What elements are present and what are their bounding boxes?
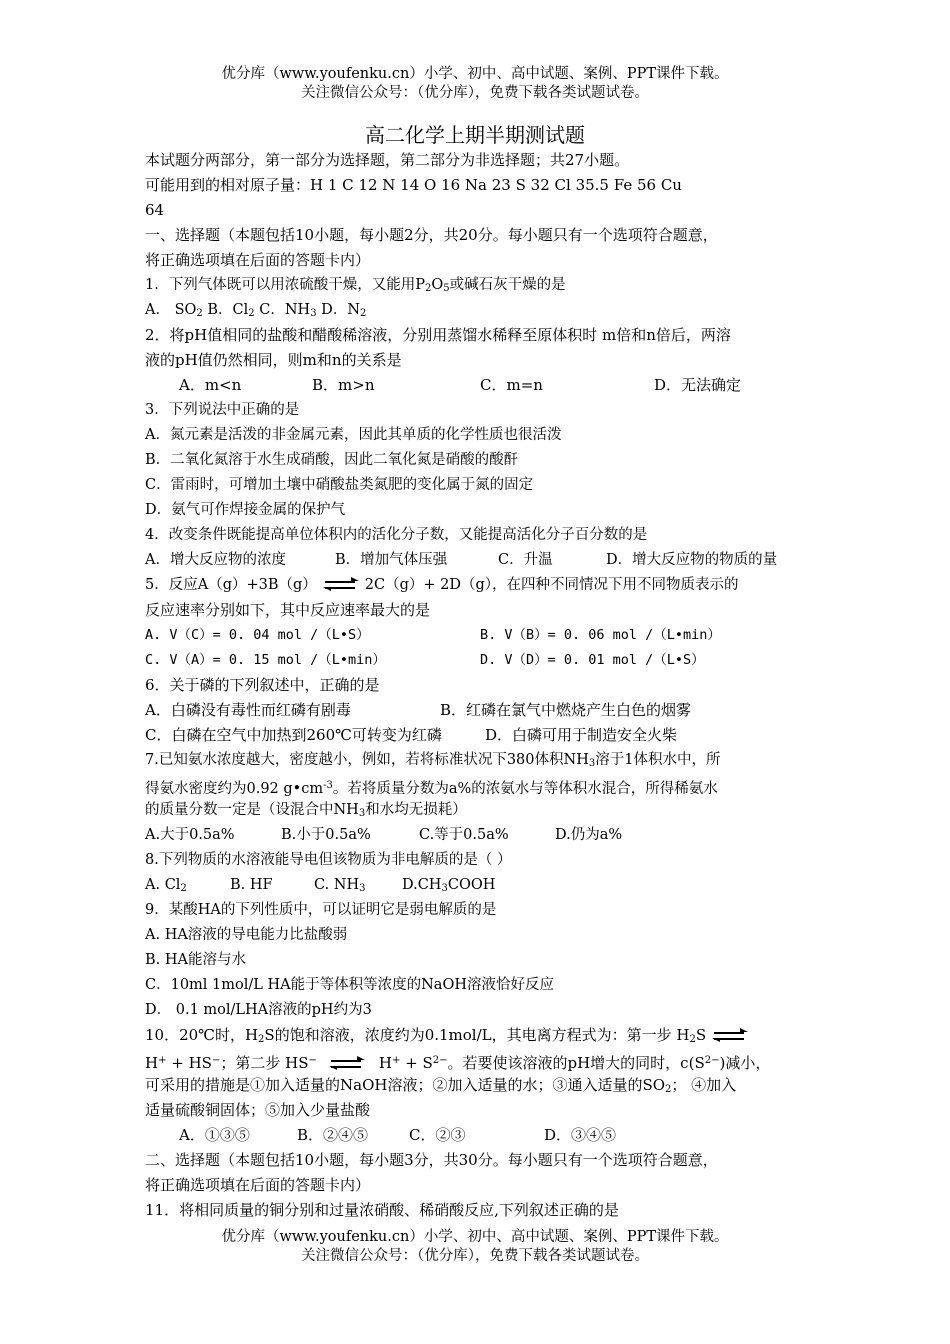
q10-option-a: A．①③⑤ — [179, 1126, 250, 1144]
q10-stem-part: S的饱和溶液，浓度约为0.1mol/L，其电离方程式为：第一步 H — [264, 1026, 690, 1044]
q1-stem-part: 1．下列气体既可以用浓硫酸干燥，又能用P — [145, 277, 425, 293]
q8-option-a — [145, 873, 230, 901]
q10-stem — [145, 1023, 810, 1048]
superscript: − — [211, 1055, 221, 1066]
subscript: 2 — [665, 1084, 672, 1095]
q10-stem-cont — [145, 1048, 810, 1073]
q8-options — [145, 873, 810, 898]
q10-stem-part: 可采用的措施是①加入适量的NaOH溶液；②加入适量的水；③通入适量的SO — [145, 1076, 666, 1094]
q1-option-b: B．Cl — [202, 302, 249, 318]
q7-option-c: C.等于0.5a% — [419, 827, 509, 843]
q8-option-c-text: C. NH — [314, 877, 360, 893]
q7-stem-part: 的质量分数一定是（设混合中NH — [145, 802, 359, 818]
section1-heading: 一、选择题（本题包括10小题，每小题2分，共20分。每小题只有一个选项符合题意， — [145, 226, 718, 244]
q7-stem-part: 得氨水密度约为0.92 g•cm — [145, 781, 324, 797]
q6-option-c: C．白磷在空气中加热到260℃可转变为红磷 — [145, 726, 442, 744]
q5-option-c: C. V（A）= 0. 15 mol /（L•min） — [145, 652, 386, 668]
q2-stem-cont: 液的pH值仍然相同，则m和n的关系是 — [145, 351, 402, 369]
q4-option-b: B．增加气体压强 — [335, 552, 448, 568]
header-line-2: 关注微信公众号：（优分库），免费下载各类试题试卷。 — [301, 85, 649, 101]
q8-option-a-text: A. Cl — [145, 877, 181, 893]
q10-stem-part: + S — [400, 1054, 433, 1072]
q7-stem-part: 溶于1体积水中，所 — [595, 752, 721, 768]
q10-option-d: D．③④⑤ — [544, 1126, 617, 1144]
superscript: + — [158, 1055, 167, 1066]
header-line-1: 优分库（www.youfenku.cn）小学、初中、高中试题、案例、PPT课件下载。 — [221, 66, 729, 82]
q6-options-row1 — [145, 698, 810, 723]
q1-stem-part: 或碱石灰干燥的是 — [449, 277, 566, 293]
q7-stem-cont — [145, 773, 810, 798]
exam-content — [145, 148, 810, 1223]
q2-option-a: A．m<n — [179, 376, 242, 394]
q5-option-a: A. V（C）= 0. 04 mol /（L•S） — [145, 627, 370, 643]
q10-option-c: C．②③ — [409, 1126, 466, 1144]
subscript: 3 — [358, 808, 366, 819]
q8-option-d-text: D.CH — [402, 877, 442, 893]
q7-option-d: D.仍为a% — [555, 827, 623, 843]
page-header — [0, 65, 950, 103]
q10-option-b: B．②④⑤ — [297, 1126, 369, 1144]
superscript: 2− — [432, 1055, 448, 1066]
q1-option-c: C．NH — [254, 302, 311, 318]
q10-stem-part: )减小， — [719, 1054, 771, 1072]
superscript: -3 — [323, 780, 333, 791]
q3-option-a: A．氮元素是活泼的非金属元素，因此其单质的化学性质也很活泼 — [145, 427, 562, 443]
subscript: 2 — [258, 1034, 265, 1045]
q7-options — [145, 823, 810, 848]
q6-option-d: D．白磷可用于制造安全火柴 — [485, 726, 678, 744]
q5-stem-cont: 反应速率分别如下，其中反应速率最大的是 — [145, 601, 431, 619]
q10-stem-cont3: 适量硫酸铜固体；⑤加入少量盐酸 — [145, 1101, 371, 1119]
q2-option-d: D．无法确定 — [654, 376, 742, 394]
q6-options-row2 — [145, 723, 810, 748]
q4-stem: 4．改变条件既能提高单位体积内的活化分子数，又能提高活化分子百分数的是 — [145, 527, 648, 543]
q10-stem-part: S — [695, 1026, 707, 1044]
subscript: 3 — [588, 758, 596, 769]
q7-stem — [145, 748, 810, 773]
q3-option-d: D．氨气可作焊接金属的保护气 — [145, 502, 346, 518]
q7-stem-part: 。若将质量分数为a%的浓氨水与等体积水混合，所得稀氨水 — [332, 781, 718, 797]
q9-option-a: A. HA溶液的导电能力比盐酸弱 — [145, 927, 348, 943]
q2-option-c: C．m=n — [480, 376, 543, 394]
equilibrium-arrow-icon — [712, 1030, 748, 1042]
page-footer — [0, 1228, 950, 1266]
q7-option-a: A.大于0.5a% — [145, 827, 235, 843]
q1-stem-part: O — [431, 277, 444, 293]
q9-option-d: D． 0.1 mol/LHA溶液的pH约为3 — [145, 1002, 372, 1018]
q10-stem-part: H — [145, 1054, 159, 1072]
q5-stem-part: 5．反应A（g）+3B（g） — [145, 577, 317, 593]
footer-line-2: 关注微信公众号：（优分库），免费下载各类试题试卷。 — [301, 1248, 649, 1264]
q9-stem: 9．某酸HA的下列性质中，可以证明它是弱电解质的是 — [145, 902, 497, 918]
q1-stem — [145, 273, 810, 298]
equilibrium-arrow-icon — [329, 1058, 365, 1070]
q1-options — [145, 298, 810, 323]
q10-stem-part: + HS — [166, 1054, 212, 1072]
intro-line-3: 64 — [145, 201, 165, 219]
q11-stem: 11．将相同质量的铜分别和过量浓硝酸、稀硝酸反应,下列叙述正确的是 — [145, 1201, 619, 1219]
q4-option-c: C．升温 — [498, 552, 553, 568]
q8-option-d-text: COOH — [447, 877, 496, 893]
q5-option-d: D. V（D）= 0. 01 mol /（L•S） — [480, 652, 705, 668]
q1-option-d: D．N — [316, 302, 361, 318]
intro-line-1: 本试题分两部分，第一部分为选择题，第二部分为非选择题；共27小题。 — [145, 151, 630, 169]
superscript: − — [308, 1055, 317, 1066]
q9-option-c: C．10ml 1mol/L HA能于等体积等浓度的NaOH溶液恰好反应 — [145, 977, 554, 993]
q6-option-b: B．红磷在氯气中燃烧产生白色的烟雾 — [440, 701, 692, 719]
q6-stem: 6．关于磷的下列叙述中，正确的是 — [145, 676, 380, 694]
q4-option-d: D．增大反应物的物质的量 — [606, 552, 778, 568]
subscript: 5 — [443, 283, 450, 294]
q5-stem — [145, 573, 810, 598]
q7-option-b: B.小于0.5a% — [281, 827, 371, 843]
q8-option-b: B. HF — [230, 877, 273, 893]
q4-option-a: A．增大反应物的浓度 — [145, 552, 286, 568]
superscript: 2− — [704, 1055, 720, 1066]
q2-option-b: B．m>n — [312, 376, 375, 394]
q5-stem-part: 2C（g）+ 2D（g），在四种不同情况下用不同物质表示的 — [364, 577, 739, 593]
q5-option-b: B. V（B）= 0. 06 mol /（L•min） — [480, 627, 721, 643]
superscript: + — [391, 1055, 401, 1066]
q8-option-c — [314, 873, 402, 901]
q1-option-a: A． SO — [145, 302, 197, 318]
q8-stem: 8.下列物质的水溶液能导电但该物质为非电解质的是（ ） — [145, 852, 512, 868]
q7-stem-part: 7.已知氨水浓度越大，密度越小，例如，若将标准状况下380体积NH — [145, 752, 589, 768]
q7-stem-cont2 — [145, 798, 810, 823]
q5-options-row1 — [145, 623, 810, 648]
footer-line-1: 优分库（www.youfenku.cn）小学、初中、高中试题、案例、PPT课件下载。 — [221, 1229, 729, 1245]
section1-heading-cont: 将正确选项填在后面的答题卡内） — [145, 251, 371, 269]
q10-stem-part: ；第二步 HS — [220, 1054, 309, 1072]
q2-stem: 2．将pH值相同的盐酸和醋酸稀溶液，分别用蒸馏水稀释至原体积时 m倍和n倍后，两溶 — [145, 326, 731, 344]
q10-stem-part: 10．20℃时，H — [145, 1026, 259, 1044]
subscript: 2 — [689, 1034, 696, 1045]
subscript: 3 — [441, 883, 448, 894]
subscript: 3 — [359, 883, 366, 894]
subscript: 2 — [248, 308, 255, 319]
q10-stem-part: 。若要使该溶液的pH增大的同时，c(S — [447, 1054, 705, 1072]
q6-option-a: A．白磷没有毒性而红磷有剧毒 — [145, 701, 351, 719]
q10-stem-part: ； ④加入 — [671, 1076, 737, 1094]
subscript: 2 — [196, 308, 203, 319]
q10-stem-part: H — [378, 1054, 392, 1072]
q10-options — [145, 1123, 810, 1148]
q7-stem-part: 和水均无损耗） — [365, 802, 467, 818]
q9-option-b: B. HA能溶与水 — [145, 952, 246, 968]
subscript: 3 — [310, 308, 317, 319]
q3-option-c: C．雷雨时，可增加土壤中硝酸盐类氮肥的变化属于氮的固定 — [145, 477, 534, 493]
q3-option-b: B．二氧化氮溶于水生成硝酸，因此二氧化氮是硝酸的酸酐 — [145, 452, 519, 468]
page-title: 高二化学上期半期测试题 — [365, 123, 585, 147]
subscript: 2 — [180, 883, 187, 894]
q5-options-row2 — [145, 648, 810, 673]
intro-line-2: 可能用到的相对原子量：H 1 C 12 N 14 O 16 Na 23 S 32 Cl 35.5 Fe 56 Cu — [145, 176, 682, 194]
section2-heading-cont: 将正确选项填在后面的答题卡内） — [145, 1176, 371, 1194]
q8-option-d — [402, 873, 495, 901]
subscript: 2 — [424, 283, 432, 294]
section2-heading: 二、选择题（本题包括10小题，每小题3分，共30分。每小题只有一个选项符合题意， — [145, 1151, 718, 1169]
q4-options — [145, 548, 810, 573]
q10-stem-cont2 — [145, 1073, 810, 1098]
q3-stem: 3．下列说法中正确的是 — [145, 402, 300, 418]
q2-options — [145, 373, 810, 398]
subscript: 2 — [360, 308, 367, 319]
equilibrium-arrow-icon — [323, 579, 359, 591]
